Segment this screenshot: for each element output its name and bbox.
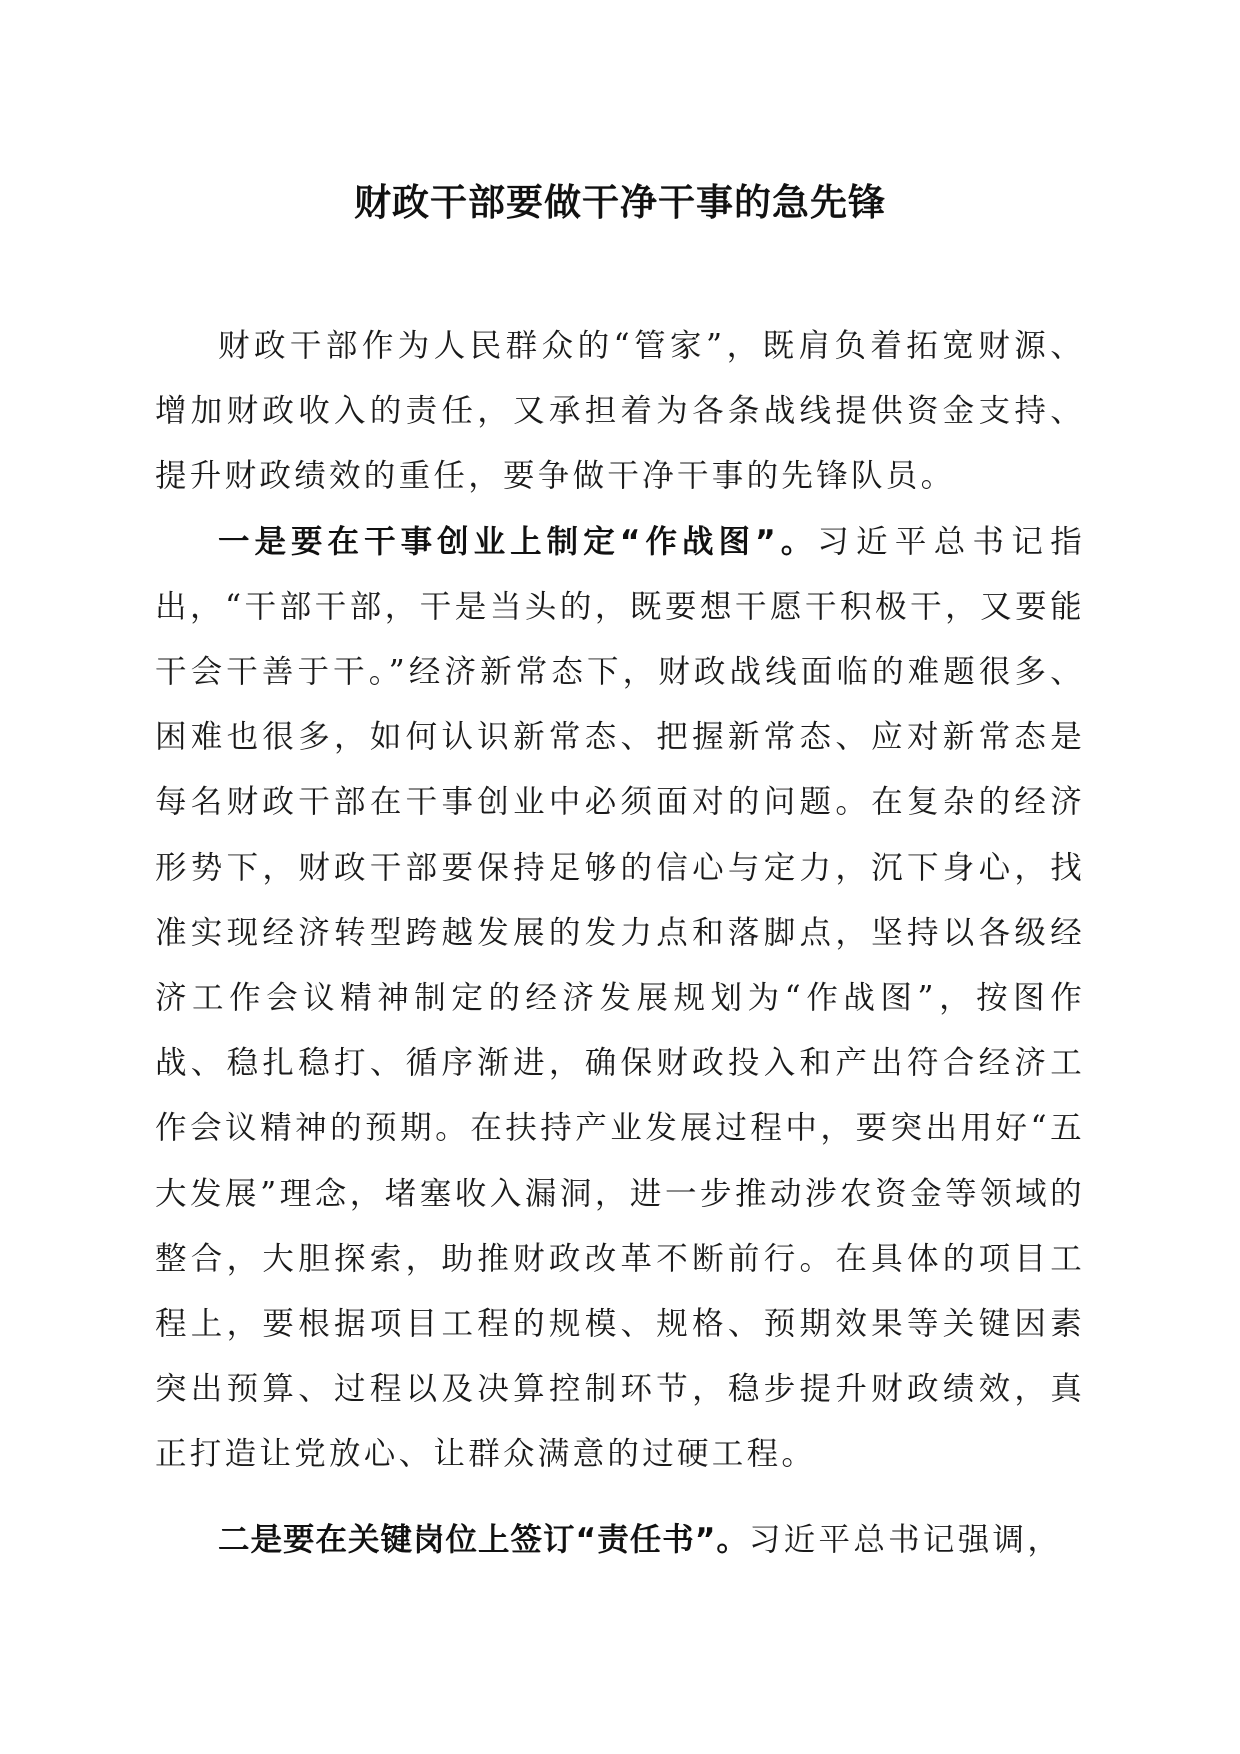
paragraph-text: 习近平总书记指出，“干部干部，干是当头的，既要想干愿干积极干，又要能干会干善于干。”经济新常态下，财政战线面临的难题很多、困难也很多，如何认识新常态、把握新常态、应对新常态是每名财政干部在干事创业中必须面对的问题。在复杂的经济形势下，财政干部要保持足够的信心与定力，沉下身心，找准实现经济转型跨越发展的发力点和落脚点，坚持以各级经济工作会议精神制定的经济发展规划为“作战图”，按图作战、稳扎稳打、循序渐进，确保财政投入和产出符合经济工作会议精神的预期。在扶持产业发展过程中，要突出用好“五大发展”理念，堵塞收入漏洞，进一步推动涉农资金等领域的整合，大胆探索，助推财政改革不断前行。在具体的项目工程上，要根据项目工程的规模、规格、预期效果等关键因素突出预算、过程以及决算控制环节，稳步提升财政绩效，真正打造让党放心、让群众满意的过硬工程。 (155, 523, 1085, 1473)
paragraph-point-two (155, 1508, 1085, 1573)
paragraph-text: 财政干部作为人民群众的“管家”，既肩负着拓宽财源、增加财政收入的责任，又承担着为各条战线提供资金支持、提升财政绩效的重任，要争做干净干事的先锋队员。 (155, 328, 1085, 495)
paragraph-lead: 一是要在干事创业上制定“作战图”。 (218, 523, 818, 560)
document-body (155, 314, 1085, 1573)
paragraph-text: 习近平总书记强调， (748, 1521, 1063, 1558)
paragraph-spacer (155, 1488, 1085, 1508)
paragraph-lead: 二是要在关键岗位上签订“责任书”。 (218, 1521, 749, 1558)
paragraph-intro (155, 314, 1085, 510)
document-title: 财政干部要做干净干事的急先锋 (354, 180, 886, 224)
paragraph-point-one (155, 510, 1085, 1488)
